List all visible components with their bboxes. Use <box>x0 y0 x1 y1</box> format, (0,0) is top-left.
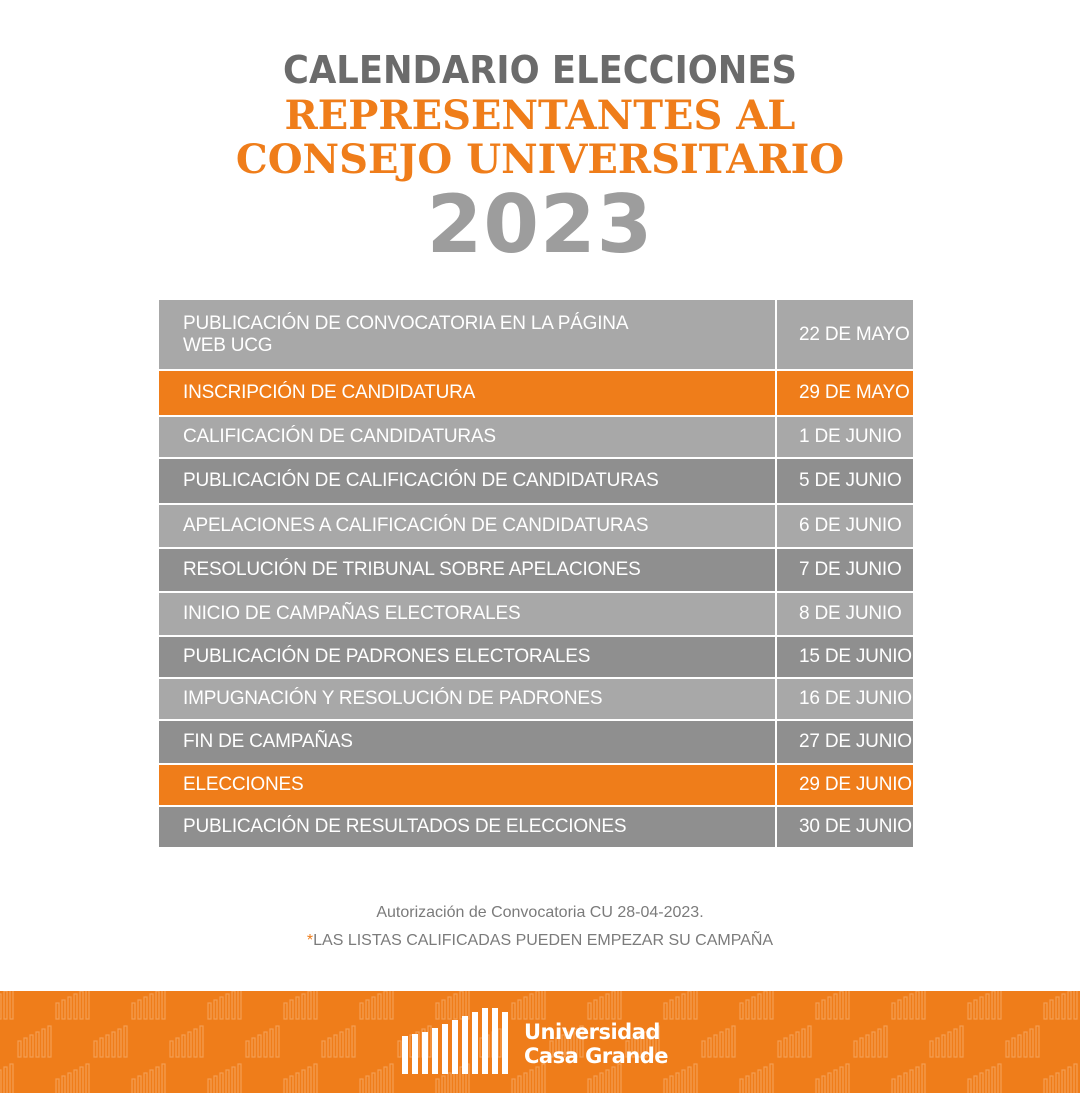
pattern-bar <box>898 1076 901 1093</box>
pattern-bar <box>898 1000 901 1019</box>
pattern-bar <box>1068 1067 1071 1093</box>
pattern-bar <box>390 1064 393 1093</box>
title-line3: CONSEJO UNIVERSITARIO <box>235 136 845 183</box>
pattern-bar <box>200 1026 203 1057</box>
pattern-bar <box>834 994 837 1019</box>
pattern-bar <box>980 1073 983 1093</box>
pattern-bar <box>968 1003 971 1019</box>
pattern-bar <box>916 1067 919 1093</box>
pattern-bar <box>208 1079 211 1093</box>
calendar-row <box>159 300 913 370</box>
pattern-bar <box>132 1079 135 1093</box>
pattern-bar <box>276 1026 279 1057</box>
pattern-bar <box>284 1003 287 1019</box>
pattern-bar <box>24 1038 27 1057</box>
calendar-event: RESOLUCIÓN DE TRIBUNAL SOBRE APELACIONES <box>159 548 776 592</box>
pattern-bar <box>156 991 159 1019</box>
pattern-bar <box>922 991 925 1019</box>
calendar-event: PUBLICACIÓN DE CONVOCATORIA EN LA PÁGINA WEB UCG <box>159 300 776 370</box>
pattern-bar <box>226 994 229 1019</box>
pattern-bar <box>1012 1038 1015 1057</box>
pattern-bar <box>308 1067 311 1093</box>
pattern-bar <box>968 1079 971 1093</box>
university-name-line2: Casa Grande <box>524 1044 669 1068</box>
pattern-bar <box>384 991 387 1019</box>
pattern-bar <box>264 1032 267 1057</box>
pattern-bar <box>942 1035 945 1057</box>
university-name <box>524 1020 668 1068</box>
pattern-bar <box>308 991 311 1019</box>
pattern-bar <box>162 991 165 1019</box>
pattern-bar <box>62 1076 65 1093</box>
pattern-bar <box>94 1041 97 1057</box>
pattern-bar <box>770 1064 773 1093</box>
pattern-bar <box>828 1073 831 1093</box>
calendar-row <box>159 416 913 458</box>
pattern-bar <box>702 1041 705 1057</box>
pattern-bar <box>74 1070 77 1093</box>
calendar-event: CALIFICACIÓN DE CANDIDATURAS <box>159 416 776 458</box>
title-line2: REPRESENTANTES AL <box>284 92 796 139</box>
pattern-bar <box>670 1076 673 1093</box>
calendar-row <box>159 636 913 678</box>
pattern-bar <box>688 1067 691 1093</box>
pattern-bar <box>816 1003 819 1019</box>
brand-band <box>0 991 1080 1093</box>
pattern-bar <box>892 1003 895 1019</box>
pattern-bar <box>270 1029 273 1057</box>
pattern-bar <box>138 1076 141 1093</box>
pattern-bar <box>960 1026 963 1057</box>
pattern-bar <box>314 991 317 1019</box>
pattern-bar <box>998 1064 1001 1093</box>
pattern-bar <box>910 1070 913 1093</box>
pattern-bar <box>366 1076 369 1093</box>
pattern-bar <box>670 1000 673 1019</box>
pattern-bar <box>80 1067 83 1093</box>
pattern-bar <box>188 1032 191 1057</box>
pattern-bar <box>132 1003 135 1019</box>
pattern-bar <box>764 1067 767 1093</box>
campaign-note <box>0 932 1080 950</box>
pattern-bar <box>796 1032 799 1057</box>
pattern-bar <box>18 1041 21 1057</box>
pattern-bar <box>1074 1064 1077 1093</box>
pattern-bar <box>512 1079 515 1093</box>
pattern-bar <box>194 1029 197 1057</box>
pattern-bar <box>872 1032 875 1057</box>
calendar-date: 6 DE JUNIO <box>776 504 913 548</box>
pattern-bar <box>208 1003 211 1019</box>
pattern-bar <box>74 994 77 1019</box>
calendar-date: 30 DE JUNIO <box>776 806 913 848</box>
pattern-bar <box>56 1003 59 1019</box>
calendar-date: 7 DE JUNIO <box>776 548 913 592</box>
pattern-bar <box>790 1035 793 1057</box>
pattern-bar <box>360 1079 363 1093</box>
pattern-bar <box>86 991 89 1019</box>
pattern-bar <box>916 991 919 1019</box>
pattern-bar <box>220 997 223 1019</box>
calendar-event: ELECCIONES <box>159 764 776 806</box>
pattern-bar <box>372 997 375 1019</box>
pattern-bar <box>822 1000 825 1019</box>
pattern-bar <box>252 1038 255 1057</box>
pattern-bar <box>784 1038 787 1057</box>
pattern-bar <box>1030 1029 1033 1057</box>
calendar-event: IMPUGNACIÓN Y RESOLUCIÓN DE PADRONES <box>159 678 776 720</box>
pattern-bar <box>740 1003 743 1019</box>
pattern-bar <box>0 1070 1 1093</box>
pattern-bar <box>816 1079 819 1093</box>
pattern-bar <box>36 1032 39 1057</box>
calendar-event: PUBLICACIÓN DE RESULTADOS DE ELECCIONES <box>159 806 776 848</box>
pattern-bar <box>150 994 153 1019</box>
pattern-bar <box>954 1029 957 1057</box>
calendar-event: FIN DE CAMPAÑAS <box>159 720 776 764</box>
university-logo <box>402 1008 668 1080</box>
title-line1: CALENDARIO ELECCIONES <box>283 48 797 92</box>
pattern-bar <box>384 1067 387 1093</box>
pattern-bar <box>138 1000 141 1019</box>
pattern-bar <box>258 1035 261 1057</box>
bars-logo-icon <box>402 1008 512 1080</box>
pattern-bar <box>328 1038 331 1057</box>
pattern-bar <box>1062 1070 1065 1093</box>
calendar-event: APELACIONES A CALIFICACIÓN DE CANDIDATURAS <box>159 504 776 548</box>
pattern-bar <box>694 1064 697 1093</box>
pattern-bar <box>162 1064 165 1093</box>
pattern-bar <box>802 1029 805 1057</box>
pattern-bar <box>314 1064 317 1093</box>
pattern-bar <box>860 1038 863 1057</box>
pattern-bar <box>986 1070 989 1093</box>
pattern-bar <box>232 1067 235 1093</box>
pattern-bar <box>4 991 7 1019</box>
calendar-event: INSCRIPCIÓN DE CANDIDATURA <box>159 370 776 416</box>
pattern-bar <box>1018 1035 1021 1057</box>
pattern-bar <box>68 997 71 1019</box>
pattern-bar <box>682 994 685 1019</box>
pattern-bar <box>1044 1003 1047 1019</box>
pattern-bar <box>232 991 235 1019</box>
pattern-bar <box>1056 997 1059 1019</box>
pattern-bar <box>220 1073 223 1093</box>
pattern-bar <box>238 991 241 1019</box>
pattern-bar <box>378 994 381 1019</box>
pattern-bar <box>176 1038 179 1057</box>
pattern-bar <box>980 997 983 1019</box>
pattern-bar <box>834 1070 837 1093</box>
pattern-bar <box>998 991 1001 1019</box>
pattern-bar <box>352 1026 355 1057</box>
calendar-event: PUBLICACIÓN DE PADRONES ELECTORALES <box>159 636 776 678</box>
pattern-bar <box>822 1076 825 1093</box>
calendar-date: 8 DE JUNIO <box>776 592 913 636</box>
pattern-bar <box>124 1026 127 1057</box>
pattern-bar <box>346 1029 349 1057</box>
pattern-bar <box>758 1070 761 1093</box>
pattern-bar <box>378 1070 381 1093</box>
pattern-bar <box>974 1076 977 1093</box>
pattern-bar <box>62 1000 65 1019</box>
pattern-bar <box>238 1064 241 1093</box>
pattern-bar <box>770 991 773 1019</box>
pattern-bar <box>708 1038 711 1057</box>
pattern-bar <box>436 1079 439 1093</box>
title-year: 2023 <box>426 178 654 271</box>
asterisk-mark: * <box>306 932 314 949</box>
pattern-bar <box>302 1070 305 1093</box>
pattern-bar <box>992 1067 995 1093</box>
pattern-bar <box>778 1041 781 1057</box>
pattern-bar <box>676 997 679 1019</box>
pattern-bar <box>1044 1079 1047 1093</box>
calendar-date: 22 DE MAYO <box>776 300 913 370</box>
pattern-bar <box>732 1026 735 1057</box>
calendar-event: PUBLICACIÓN DE CALIFICACIÓN DE CANDIDATURAS <box>159 458 776 504</box>
pattern-bar <box>866 1035 869 1057</box>
pattern-bar <box>1050 1076 1053 1093</box>
pattern-bar <box>10 991 13 1019</box>
header <box>0 40 1080 271</box>
pattern-bar <box>764 991 767 1019</box>
pattern-bar <box>1036 1026 1039 1057</box>
calendar-row <box>159 592 913 636</box>
calendar-row <box>159 370 913 416</box>
calendar-row <box>159 764 913 806</box>
calendar-row <box>159 806 913 848</box>
pattern-bar <box>296 1073 299 1093</box>
pattern-bar <box>226 1070 229 1093</box>
pattern-bar <box>1074 991 1077 1019</box>
pattern-bar <box>936 1038 939 1057</box>
pattern-bar <box>1056 1073 1059 1093</box>
pattern-bar <box>290 1000 293 1019</box>
pattern-bar <box>1024 1032 1027 1057</box>
pattern-bar <box>746 1076 749 1093</box>
university-name-line1: Universidad <box>524 1020 660 1044</box>
pattern-bar <box>1006 1041 1009 1057</box>
calendar-row <box>159 548 913 592</box>
pattern-bar <box>664 1079 667 1093</box>
pattern-bar <box>752 1073 755 1093</box>
calendar-row <box>159 678 913 720</box>
pattern-bar <box>398 1041 401 1057</box>
pattern-bar <box>86 1064 89 1093</box>
pattern-bar <box>290 1076 293 1093</box>
pattern-bar <box>726 1029 729 1057</box>
pattern-bar <box>992 991 995 1019</box>
pattern-bar <box>48 1026 51 1057</box>
calendar-event: INICIO DE CAMPAÑAS ELECTORALES <box>159 592 776 636</box>
pattern-bar <box>878 1029 881 1057</box>
pattern-bar <box>0 994 1 1019</box>
calendar-row <box>159 504 913 548</box>
calendar-date: 16 DE JUNIO <box>776 678 913 720</box>
pattern-bar <box>56 1079 59 1093</box>
pattern-bar <box>360 1003 363 1019</box>
pattern-bar <box>214 1000 217 1019</box>
pattern-bar <box>150 1070 153 1093</box>
pattern-bar <box>884 1026 887 1057</box>
campaign-note-text: LAS LISTAS CALIFICADAS PUEDEN EMPEZAR SU CAMPAÑA <box>313 932 774 949</box>
pattern-bar <box>676 1073 679 1093</box>
pattern-bar <box>588 1079 591 1093</box>
calendar-row <box>159 458 913 504</box>
pattern-bar <box>366 1000 369 1019</box>
pattern-bar <box>246 1041 249 1057</box>
calendar-date: 5 DE JUNIO <box>776 458 913 504</box>
pattern-bar <box>846 1064 849 1093</box>
pattern-bar <box>904 997 907 1019</box>
pattern-bar <box>682 1070 685 1093</box>
pattern-bar <box>840 1067 843 1093</box>
pattern-bar <box>840 991 843 1019</box>
pattern-bar <box>390 991 393 1019</box>
pattern-bar <box>758 994 761 1019</box>
pattern-bar <box>80 991 83 1019</box>
pattern-bar <box>904 1073 907 1093</box>
pattern-bar <box>1062 994 1065 1019</box>
pattern-bar <box>372 1073 375 1093</box>
pattern-bar <box>714 1035 717 1057</box>
pattern-bar <box>828 997 831 1019</box>
pattern-bar <box>694 991 697 1019</box>
pattern-bar <box>746 1000 749 1019</box>
pattern-bar <box>986 994 989 1019</box>
pattern-bar <box>296 997 299 1019</box>
pattern-bar <box>922 1064 925 1093</box>
pattern-bar <box>214 1076 217 1093</box>
pattern-bar <box>4 1067 7 1093</box>
pattern-bar <box>974 1000 977 1019</box>
calendar-date: 27 DE JUNIO <box>776 720 913 764</box>
pattern-bar <box>1050 1000 1053 1019</box>
calendar-date: 29 DE MAYO <box>776 370 913 416</box>
pattern-bar <box>182 1035 185 1057</box>
pattern-bar <box>930 1041 933 1057</box>
pattern-bar <box>118 1029 121 1057</box>
pattern-bar <box>42 1029 45 1057</box>
pattern-bar <box>752 997 755 1019</box>
pattern-bar <box>30 1035 33 1057</box>
pattern-bar <box>100 1038 103 1057</box>
pattern-bar <box>106 1035 109 1057</box>
calendar-row <box>159 720 913 764</box>
pattern-bar <box>910 994 913 1019</box>
pattern-bar <box>892 1079 895 1093</box>
pattern-bar <box>334 1035 337 1057</box>
pattern-bar <box>112 1032 115 1057</box>
pattern-bar <box>740 1079 743 1093</box>
pattern-bar <box>1068 991 1071 1019</box>
pattern-bar <box>854 1041 857 1057</box>
pattern-bar <box>808 1026 811 1057</box>
pattern-bar <box>144 1073 147 1093</box>
pattern-bar <box>10 1064 13 1093</box>
pattern-bar <box>846 991 849 1019</box>
pattern-bar <box>170 1041 173 1057</box>
pattern-bar <box>720 1032 723 1057</box>
calendar-table <box>159 300 913 849</box>
authorization-note: Autorización de Convocatoria CU 28-04-2023. <box>376 904 704 921</box>
pattern-bar <box>322 1041 325 1057</box>
pattern-bar <box>302 994 305 1019</box>
pattern-bar <box>144 997 147 1019</box>
pattern-bar <box>340 1032 343 1057</box>
pattern-bar <box>156 1067 159 1093</box>
pattern-bar <box>688 991 691 1019</box>
calendar-date: 29 DE JUNIO <box>776 764 913 806</box>
calendar-date: 15 DE JUNIO <box>776 636 913 678</box>
pattern-bar <box>948 1032 951 1057</box>
pattern-bar <box>68 1073 71 1093</box>
pattern-bar <box>284 1079 287 1093</box>
calendar-date: 1 DE JUNIO <box>776 416 913 458</box>
